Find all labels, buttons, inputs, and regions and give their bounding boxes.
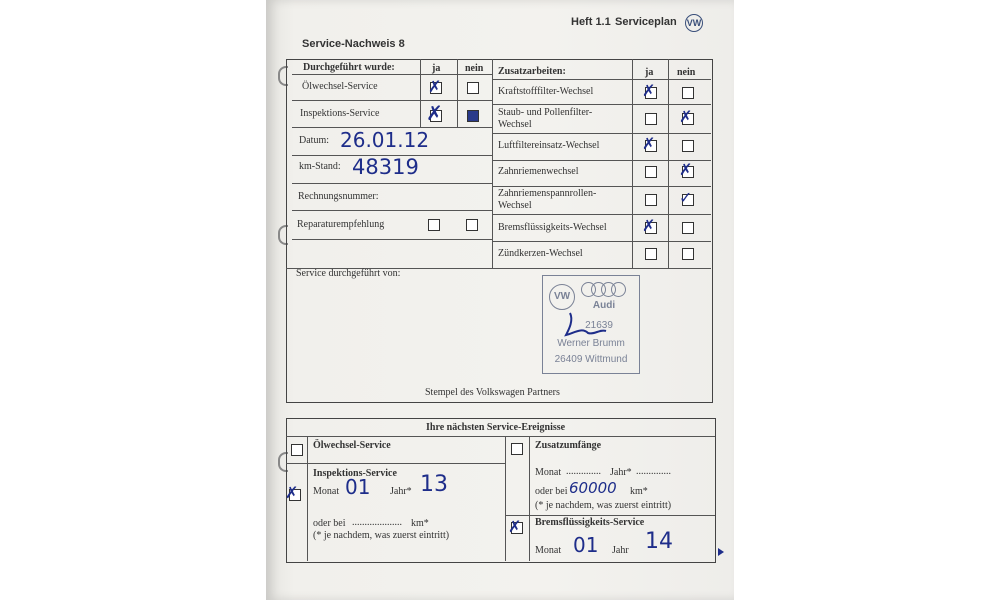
stamp-name: Werner Brumm	[557, 338, 625, 349]
next-insp-km: km*	[411, 518, 429, 529]
pollen-filter-ja-checkbox[interactable]	[645, 113, 657, 125]
stamp-brand: Audi	[592, 300, 616, 311]
serviceplan-title: Serviceplan	[615, 16, 677, 28]
check-mark-icon: ✗	[426, 101, 443, 125]
booklet-number: Heft 1.1	[571, 16, 611, 28]
inspection-service-label: Inspektions-Service	[300, 108, 380, 119]
next-inspection-label: Inspektions-Service	[313, 468, 397, 479]
next-oil-label: Ölwechsel-Service	[313, 440, 391, 451]
tensioner-ja-checkbox[interactable]	[645, 194, 657, 206]
check-mark-icon: ✗	[285, 483, 299, 502]
check-mark-icon: ✗	[508, 517, 522, 536]
check-mark-icon: ✓	[679, 188, 693, 207]
spark-plug-ja-checkbox[interactable]	[645, 248, 657, 260]
check-mark-icon: ✗	[642, 134, 656, 153]
brake-monat: Monat	[535, 545, 562, 556]
repair-ja-checkbox[interactable]	[428, 219, 440, 231]
extra-nein-label: nein	[677, 67, 696, 78]
oil-service-label: Ölwechsel-Service	[302, 81, 378, 92]
air-filter-nein-checkbox[interactable]	[682, 140, 694, 152]
zusatz-label: Zusatzumfänge	[535, 440, 602, 451]
pollen-filter-label-2: Wechsel	[498, 119, 532, 130]
insp-year-handwritten: 13	[420, 472, 448, 497]
invoice-label: Rechnungsnummer:	[298, 191, 379, 202]
check-mark-icon: ✗	[642, 81, 656, 100]
zusatz-next-checkbox[interactable]	[511, 443, 523, 455]
brake-jahr: Jahr	[612, 545, 629, 556]
check-mark-icon: ✗	[679, 107, 693, 126]
date-handwritten: 26.01.12	[340, 128, 430, 152]
spark-plug-label: Zündkerzen-Wechsel	[498, 248, 583, 259]
tensioner-label: Zahnriemenspannrollen-	[498, 188, 597, 199]
stamp-number: 21639	[585, 320, 613, 331]
next-insp-monat: Monat	[313, 486, 340, 497]
stamp-city: 26409 Wittmund	[554, 354, 628, 365]
km-handwritten: 48319	[352, 155, 419, 179]
performed-heading: Durchgeführt wurde:	[303, 62, 395, 73]
oil-nein-checkbox[interactable]	[467, 82, 479, 94]
date-label: Datum:	[299, 135, 329, 146]
timing-belt-label: Zahnriemenwechsel	[498, 166, 579, 177]
tensioner-label-2: Wechsel	[498, 200, 532, 211]
zusatz-jahr: Jahr*	[610, 467, 632, 478]
zusatz-km: km*	[630, 486, 648, 497]
check-mark-icon: ✗	[428, 77, 442, 96]
next-insp-oder-bei: oder bei	[313, 518, 346, 529]
km-label: km-Stand:	[299, 161, 341, 172]
page-arrow-icon	[718, 548, 724, 556]
section-title: Service-Nachweis 8	[302, 38, 405, 50]
brake-fluid-label: Bremsflüssigkeits-Wechsel	[498, 222, 607, 233]
service-by-label: Service durchgeführt von:	[296, 268, 401, 279]
fuel-filter-nein-checkbox[interactable]	[682, 87, 694, 99]
brake-fluid-nein-checkbox[interactable]	[682, 222, 694, 234]
next-insp-note: (* je nachdem, was zuerst eintritt)	[313, 530, 450, 541]
repair-nein-checkbox[interactable]	[466, 219, 478, 231]
next-insp-jahr: Jahr*	[390, 486, 412, 497]
timing-belt-ja-checkbox[interactable]	[645, 166, 657, 178]
check-mark-icon: ✗	[642, 216, 656, 235]
fuel-filter-label: Kraftstofffilter-Wechsel	[498, 86, 594, 97]
brake-year-handwritten: 14	[645, 529, 673, 554]
brake-month-handwritten: 01	[573, 533, 599, 557]
vw-stamp-icon: VW	[549, 284, 575, 310]
vw-logo-icon: VW	[685, 14, 703, 32]
stamp-caption: Stempel des Volkswagen Partners	[425, 387, 560, 398]
signature-icon	[560, 305, 610, 345]
zusatz-km-handwritten: 60000	[569, 479, 617, 497]
insp-month-handwritten: 01	[345, 475, 371, 499]
audi-rings-icon	[581, 282, 633, 296]
zusatz-oder-bei: oder bei	[535, 486, 568, 497]
extra-ja-label: ja	[645, 67, 654, 78]
nein-label: nein	[465, 63, 484, 74]
air-filter-label: Luftfiltereinsatz-Wechsel	[498, 140, 600, 151]
pollen-filter-label: Staub- und Pollenfilter-	[498, 107, 593, 118]
extra-heading: Zusatzarbeiten:	[498, 66, 566, 77]
inspection-nein-checkbox[interactable]	[467, 110, 479, 122]
spark-plug-nein-checkbox[interactable]	[682, 248, 694, 260]
oil-next-checkbox[interactable]	[291, 444, 303, 456]
repair-label: Reparaturempfehlung	[297, 219, 385, 230]
zusatz-monat: Monat	[535, 467, 562, 478]
zusatz-note: (* je nachdem, was zuerst eintritt)	[535, 500, 672, 511]
ja-label: ja	[432, 63, 441, 74]
check-mark-icon: ✗	[679, 160, 693, 179]
brake-service-label: Bremsflüssigkeits-Service	[535, 517, 645, 528]
next-heading: Ihre nächsten Service-Ereignisse	[426, 422, 566, 433]
